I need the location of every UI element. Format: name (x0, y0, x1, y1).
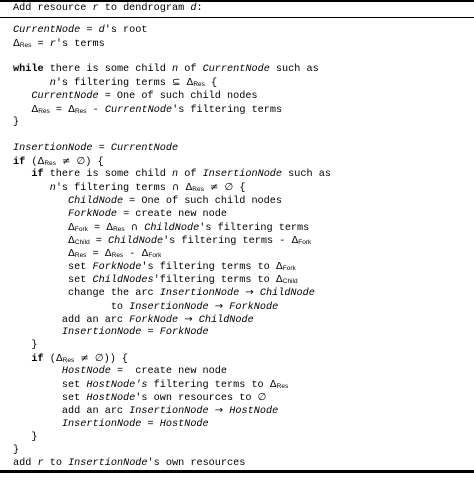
code-token: InsertionNode (61, 326, 142, 338)
code-token: ( (43, 354, 56, 365)
code-line (13, 116, 19, 129)
code-token: 's own resources to (135, 393, 258, 405)
code-token: of (178, 64, 203, 76)
code-token: ) { (85, 157, 104, 169)
code-token: InsertionNode (129, 301, 209, 313)
code-token: ChildNode (68, 195, 124, 207)
code-token: 's filtering terms (199, 222, 310, 234)
code-token: 's root (104, 25, 148, 36)
code-line (13, 208, 227, 221)
code-token: if (31, 354, 44, 365)
code-token: CurrentNode (202, 64, 270, 76)
code-token: n (171, 64, 179, 76)
code-token: Δ (37, 156, 45, 168)
code-token: while (13, 64, 44, 76)
code-token: Fork (74, 225, 88, 233)
title-rule (0, 17, 474, 18)
code-token: 's filtering terms - (163, 235, 292, 247)
code-token: Δ (186, 77, 194, 89)
code-token: ≠ (80, 353, 89, 364)
code-token (13, 169, 31, 180)
code-token: Res (38, 107, 50, 115)
code-token: Res (19, 42, 32, 50)
code-token: add an arc (13, 314, 130, 326)
code-token: InsertionNode (159, 288, 240, 300)
code-token: to (43, 457, 69, 469)
code-line (13, 90, 258, 103)
code-token: ≠ (62, 156, 71, 168)
code-token: r (49, 39, 56, 51)
code-token: set (13, 393, 87, 405)
code-token (13, 327, 62, 338)
code-token: Δ (185, 182, 193, 194)
code-token: ForkNode (92, 262, 142, 274)
code-token: Δ (104, 248, 112, 260)
code-token: = (49, 104, 69, 116)
code-token: Δ (275, 274, 283, 286)
code-token: Fork (298, 238, 312, 246)
code-token: { (204, 78, 218, 90)
code-token: Fork (148, 252, 162, 260)
code-token (13, 354, 31, 365)
code-token: → (214, 405, 224, 417)
code-token: InsertionNode (129, 406, 209, 418)
code-token: { (233, 183, 246, 195)
code-token: CurrentNode (110, 143, 179, 155)
code-token: InsertionNode (61, 418, 142, 430)
code-token: ChildNode (108, 235, 164, 247)
code-token: ∅ (76, 156, 86, 168)
code-token: ChildNode (259, 288, 315, 300)
code-token: set (13, 380, 87, 392)
code-token: such as (269, 64, 319, 76)
code-token: Δ (68, 248, 75, 260)
code-token: set (13, 275, 93, 287)
code-token: add an arc (13, 406, 130, 418)
code-token: ∩ (130, 221, 139, 233)
code-token: d (98, 25, 105, 36)
code-token: CurrentNode (31, 90, 99, 102)
code-token (13, 223, 68, 234)
code-token (13, 236, 68, 247)
code-token: = (31, 39, 50, 51)
code-token: of (178, 169, 203, 181)
code-token: = (86, 249, 105, 261)
code-token: } (13, 444, 20, 456)
code-token: Δ (141, 248, 149, 260)
code-line (13, 37, 105, 52)
code-token: InsertionNode (13, 143, 93, 155)
code-token: such as (282, 169, 331, 181)
code-token: ForkNode (229, 301, 279, 313)
code-token: - (86, 104, 105, 116)
code-token: = (141, 326, 160, 338)
code-token: → (214, 300, 224, 312)
code-token (13, 366, 62, 377)
code-token: } (13, 431, 38, 443)
code-line (13, 142, 178, 155)
code-token: Δ (275, 261, 283, 273)
code-token: change the arc (13, 288, 160, 300)
code-token: ≠ (209, 182, 219, 194)
code-line (13, 326, 209, 339)
code-line (13, 286, 315, 300)
code-token: Δ (55, 353, 63, 364)
code-token: Δ (269, 379, 277, 391)
code-token: there is some child (43, 64, 172, 76)
code-token: d (190, 3, 197, 14)
bottom-rule (0, 470, 474, 473)
code-token: = create new node (116, 208, 227, 220)
code-token: n (171, 169, 179, 181)
code-line (13, 431, 37, 444)
code-token: ∅ (257, 392, 267, 404)
code-line (13, 195, 282, 208)
code-token: 's filtering terms (55, 183, 172, 195)
code-token: } (13, 116, 20, 128)
code-token: Δ (31, 103, 39, 115)
code-token: 's filtering terms to (141, 262, 276, 274)
code-line (13, 103, 282, 118)
code-line (13, 24, 148, 37)
code-token: Child (282, 278, 298, 286)
code-token: CurrentNode (13, 25, 81, 36)
code-token (13, 105, 31, 116)
code-token: → (184, 313, 193, 325)
code-token: → (245, 287, 254, 299)
code-token: = (89, 235, 109, 247)
code-line (13, 391, 266, 405)
code-token: n (49, 183, 56, 195)
code-token: = create new node (110, 366, 228, 378)
code-token: 's own resources (147, 457, 246, 469)
code-token: Δ (68, 103, 75, 115)
code-token: ForkNode (159, 326, 209, 338)
code-token: ∅ (224, 182, 234, 194)
code-token: = (92, 143, 111, 155)
code-token: HostNode (229, 406, 279, 418)
code-token: Δ (106, 221, 114, 233)
code-token (13, 196, 68, 207)
code-token: filtering terms to (147, 380, 270, 392)
code-token (13, 183, 50, 194)
code-token: Res (74, 252, 87, 260)
code-token: Res (44, 160, 56, 168)
code-token: Δ (13, 38, 20, 50)
code-token: = One of such child nodes (123, 195, 283, 207)
code-token: Δ (291, 234, 299, 246)
code-token: = One of such child nodes (98, 90, 258, 102)
code-line (13, 168, 331, 181)
code-token: to dendrogram (98, 3, 191, 14)
code-token: Res (113, 225, 125, 233)
code-token: ( (25, 157, 38, 169)
code-line (13, 404, 278, 418)
code-token: ∅ (94, 353, 104, 364)
code-token: 's filtering terms (172, 104, 283, 116)
code-token (13, 78, 50, 89)
code-token: InsertionNode (68, 457, 148, 469)
code-token: r (37, 457, 44, 469)
code-token: ForkNode (129, 314, 179, 326)
code-token: ForkNode (68, 208, 117, 220)
code-token (13, 249, 68, 260)
code-token: - (123, 249, 142, 261)
code-token: HostNode (86, 393, 136, 405)
code-line (13, 365, 227, 378)
code-token: HostNode (61, 366, 111, 378)
code-token (13, 209, 68, 220)
code-line (13, 339, 37, 352)
code-token (13, 419, 62, 430)
code-token: Child (74, 238, 90, 246)
code-token: HostNode (159, 418, 209, 430)
code-token: Res (192, 186, 204, 194)
code-line (13, 444, 19, 457)
code-token: Add resource (13, 3, 93, 14)
code-token: Res (276, 383, 289, 391)
code-token: n (49, 78, 56, 90)
algorithm-title (13, 2, 203, 16)
code-token: ChildNodes (92, 275, 154, 287)
code-token: if (31, 169, 44, 181)
code-token: ChildNode (144, 222, 200, 234)
code-token (13, 91, 31, 102)
code-token: set (13, 262, 93, 274)
code-token: 's filtering terms (55, 78, 172, 90)
code-token: Fork (282, 265, 296, 273)
code-token: r (92, 3, 99, 14)
code-token: = (87, 222, 107, 234)
code-line (13, 313, 254, 327)
code-token: = (80, 25, 99, 36)
code-line (13, 63, 319, 76)
code-token: Res (74, 107, 87, 115)
code-line (13, 418, 209, 431)
code-token: if (13, 157, 26, 169)
code-token: } (13, 339, 38, 351)
code-line (13, 300, 278, 314)
code-token: : (196, 3, 203, 14)
code-token: ∩ (171, 182, 180, 194)
code-token: ChildNode (198, 314, 254, 326)
code-token: )) { (103, 354, 129, 365)
code-token: = (141, 418, 160, 430)
code-line (13, 457, 245, 470)
code-token: there is some child (43, 169, 172, 181)
code-token: Res (62, 357, 75, 364)
code-token: Δ (68, 234, 75, 246)
code-token: Res (193, 81, 205, 89)
code-token: add (13, 457, 38, 469)
code-token: Δ (68, 221, 75, 233)
code-token: Res (111, 252, 124, 260)
code-token: to (13, 301, 130, 313)
code-token: ⊆ (171, 77, 181, 89)
code-token: CurrentNode (104, 104, 173, 116)
code-token: InsertionNode (202, 169, 283, 181)
code-token: HostNode's (86, 380, 148, 392)
code-token: 's terms (55, 39, 105, 51)
code-token: 'filtering terms to (153, 275, 276, 287)
